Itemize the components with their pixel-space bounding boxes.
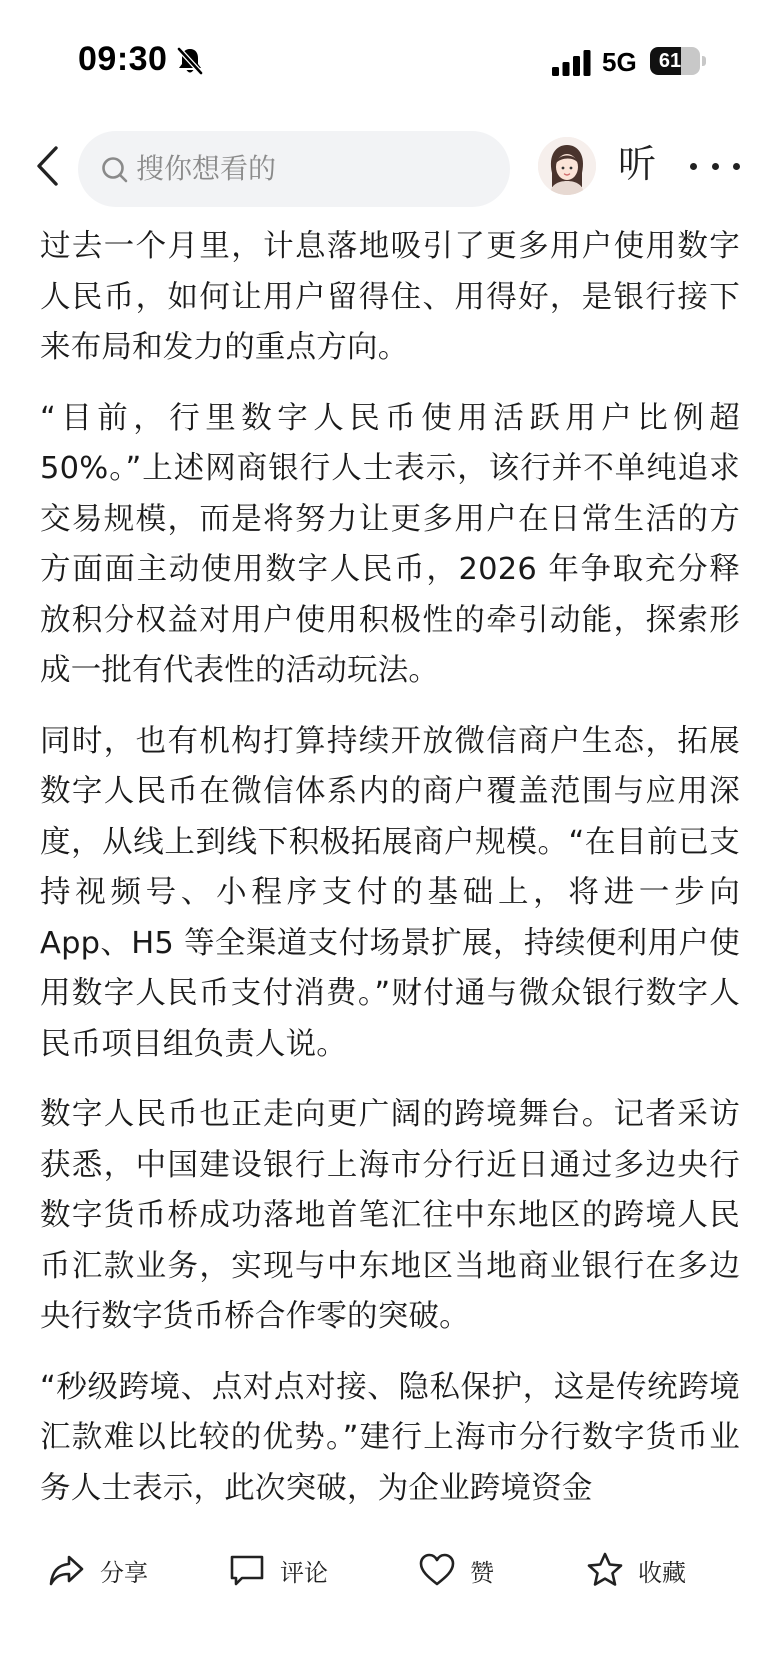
network-label: 5G — [602, 47, 637, 77]
listen-button[interactable]: 听 — [618, 142, 657, 186]
more-dot-icon — [690, 163, 697, 170]
nav-bar — [0, 125, 768, 215]
search-input[interactable] — [78, 131, 510, 207]
back-button[interactable] — [28, 141, 68, 191]
chevron-left-icon — [35, 145, 61, 187]
comment-label: 评论 — [280, 1558, 328, 1587]
avatar[interactable] — [538, 137, 596, 195]
battery-cap — [702, 56, 706, 66]
like-label: 赞 — [470, 1558, 494, 1587]
favorite-button[interactable] — [586, 1548, 686, 1592]
article-paragraph: 数字人民币也正走向更广阔的跨境舞台。记者采访获悉，中国建设银行上海市分行近日通过多边央行数字货币桥成功落地首笔汇往中东地区的跨境人民币汇款业务，实现与中东地区当地商业银行在多边央行数字货币桥合作零的突破。 — [40, 1097, 740, 1334]
more-dot-icon — [733, 163, 740, 170]
star-icon — [586, 1551, 624, 1589]
signal-icon — [552, 50, 592, 76]
article-body — [40, 222, 740, 1534]
favorite-label: 收藏 — [638, 1558, 686, 1587]
more-options-button[interactable] — [690, 141, 740, 191]
bell-off-icon — [176, 46, 204, 76]
battery-level: 61 — [658, 50, 682, 72]
status-time: 09:30 — [78, 40, 168, 78]
article-paragraph: “秒级跨境、点对点对接、隐私保护，这是传统跨境汇款难以比较的优势。”建行上海市分行数字货币业务人士表示，此次突破，为企业跨境资金 — [40, 1369, 740, 1506]
like-button[interactable] — [418, 1548, 494, 1592]
more-dot-icon — [712, 163, 719, 170]
search-placeholder: 搜你想看的 — [136, 152, 277, 185]
share-button[interactable] — [48, 1548, 148, 1592]
heart-icon — [418, 1551, 456, 1589]
article-paragraph: “目前，行里数字人民币使用活跃用户比例超 50%。”上述网商银行人士表示，该行并不单纯追求交易规模，而是将努力让更多用户在日常生活的方方面面主动使用数字人民币，2026 年争取充分释放积分权益对用户使用积极性的牵引动能，探索形成一批有代表性的活动玩法。 — [40, 400, 740, 688]
article-paragraph: 同时，也有机构打算持续开放微信商户生态，拓展数字人民币在微信体系内的商户覆盖范围与应用深度，从线上到线下积极拓展商户规模。“在目前已支持视频号、小程序支付的基础上，将进一步向 App、H5 等全渠道支付场景扩展，持续便利用户使用数字人民币支付消费。”财付通与微众银行数字人民币项目组负责人说。 — [40, 723, 740, 1062]
share-icon — [48, 1551, 86, 1589]
share-label: 分享 — [100, 1558, 148, 1587]
avatar-illustration-icon — [538, 137, 596, 195]
comment-icon — [228, 1551, 266, 1589]
battery-indicator — [650, 47, 700, 75]
comment-button[interactable] — [228, 1548, 328, 1592]
bottom-action-bar — [0, 1530, 768, 1610]
search-icon — [100, 155, 130, 185]
article-paragraph: 过去一个月里，计息落地吸引了更多用户使用数字人民币，如何让用户留得住、用得好，是银行接下来布局和发力的重点方向。 — [40, 229, 740, 365]
status-bar — [0, 0, 768, 120]
